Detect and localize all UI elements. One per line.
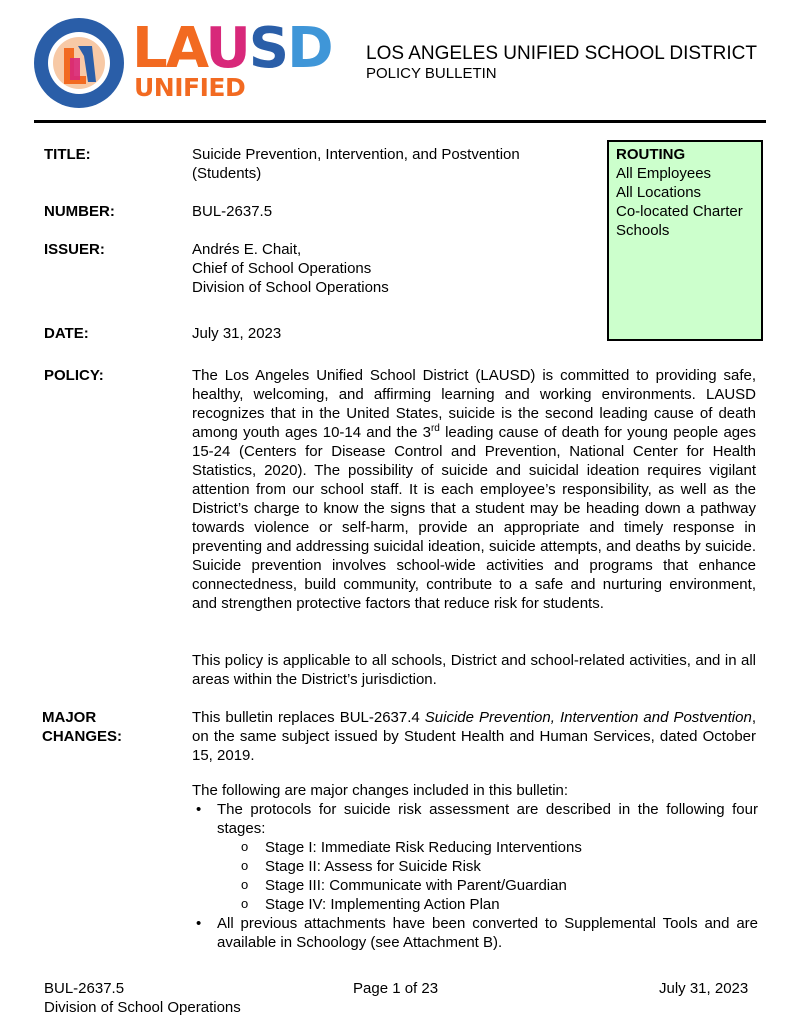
policy-paragraph-1: The Los Angeles Unified School District (LAUSD) is committed to providing safe, healthy, welcoming, and affirming learning and working environments. LAUSD recognizes that in the United States, suicide is the second leading cause of death among youth ages 10-14 and the 3rd leading cause of death for young people ages 15-24 (Centers for Disease Control and Prevention, National Center for Health Statistics, 2020). The possibility of suicide and suicidal ideation requires vigilant attention from our school staff. It is each employee’s responsibility, as well as the District’s charge to know the signs that a student may be heading down a pathway towards violence or self-harm, provide an appropriate and timely response in preventing and addressing suicidal ideation, suicide attempts, and deaths by suicide. Suicide prevention involves school-wide activities and programs that enhance connectedness, build community, contribute to a safe and nurturing environment, and strengthen protective factors that reduce risk for students. bbox=[192, 367, 756, 612]
date-label: DATE: bbox=[44, 325, 89, 342]
list-item: o Stage IV: Implementing Action Plan bbox=[217, 895, 758, 914]
major-changes-label-line1: MAJOR bbox=[42, 709, 97, 726]
header-rule bbox=[34, 120, 766, 123]
routing-item: Schools bbox=[616, 222, 670, 239]
title-label: TITLE: bbox=[44, 146, 91, 163]
routing-item: Co-located Charter bbox=[616, 203, 743, 220]
footer-page-number: Page 1 of 23 bbox=[353, 980, 439, 997]
issuer-title: Chief of School Operations bbox=[192, 260, 372, 277]
routing-heading: ROUTING bbox=[616, 146, 686, 163]
superscript-rd: rd bbox=[430, 423, 440, 434]
lausd-wordmark-logo bbox=[132, 16, 352, 102]
number-label: NUMBER: bbox=[44, 203, 115, 220]
issuer-division: Division of School Operations bbox=[192, 279, 389, 296]
date-value: July 31, 2023 bbox=[192, 325, 282, 342]
wordmark-letters: LAUSD bbox=[132, 16, 332, 81]
list-item: o Stage II: Assess for Suicide Risk bbox=[217, 857, 758, 876]
issuer-name: Andrés E. Chait, bbox=[192, 241, 302, 258]
replaced-bulletin-title: Suicide Prevention, Intervention and Postvention bbox=[424, 709, 752, 726]
list-item: • All previous attachments have been converted to Supplemental Tools and are available in Schoology (see Attachment B). bbox=[192, 914, 758, 952]
number-value: BUL-2637.5 bbox=[192, 203, 273, 220]
title-value-line1: Suicide Prevention, Intervention, and Postvention bbox=[192, 146, 520, 163]
footer-division: Division of School Operations bbox=[44, 999, 241, 1016]
policy-label: POLICY: bbox=[44, 367, 104, 384]
policy-paragraph-2: This policy is applicable to all schools, District and school-related activities, and in all areas within the District’s jurisdiction. bbox=[192, 652, 756, 688]
district-name: LOS ANGELES UNIFIED SCHOOL DISTRICT bbox=[366, 43, 757, 64]
list-item: o Stage III: Communicate with Parent/Guardian bbox=[217, 876, 758, 895]
wordmark-sub: UNIFIED bbox=[134, 73, 246, 102]
title-value-line2: (Students) bbox=[192, 165, 262, 182]
major-changes-paragraph: This bulletin replaces BUL-2637.4 Suicide Prevention, Intervention and Postvention, on the same subject issued by Student Health and Human Services, dated October 15, 2019. bbox=[192, 709, 757, 764]
footer-date: July 31, 2023 bbox=[659, 980, 749, 997]
major-changes-intro: The following are major changes included in this bulletin: bbox=[192, 782, 569, 799]
routing-item: All Employees bbox=[616, 165, 712, 182]
footer-bulletin-number: BUL-2637.5 bbox=[44, 980, 125, 997]
routing-item: All Locations bbox=[616, 184, 702, 201]
list-item: o Stage I: Immediate Risk Reducing Interventions bbox=[217, 838, 758, 857]
issuer-label: ISSUER: bbox=[44, 241, 105, 258]
document-type: POLICY BULLETIN bbox=[366, 65, 497, 82]
changes-list bbox=[192, 800, 758, 952]
lausd-seal-logo bbox=[34, 18, 124, 108]
seal-graphic bbox=[34, 18, 124, 108]
routing-box bbox=[607, 140, 763, 341]
stages-list bbox=[217, 838, 758, 914]
list-item: • The protocols for suicide risk assessment are described in the following four stages: o Stage I: Immediate Risk Reducing Interventions o Stage II: Assess for Suicide Risk o Stage III: Communicate with Parent/Guardian o Stage IV: Implementing Action Plan bbox=[192, 800, 758, 914]
major-changes-label-line2: CHANGES: bbox=[42, 728, 123, 745]
